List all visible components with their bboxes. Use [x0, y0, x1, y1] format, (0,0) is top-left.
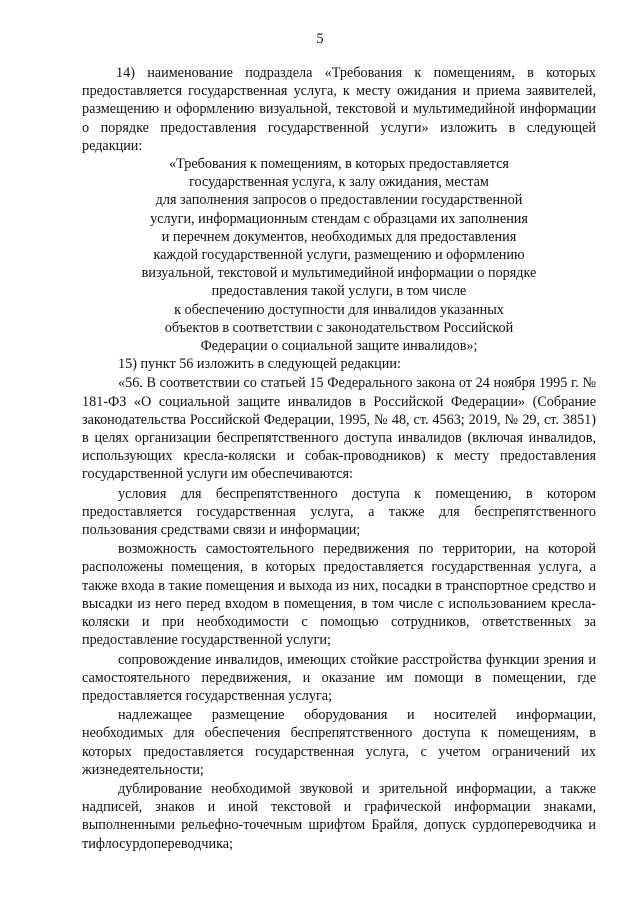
title-line: Федерации о социальной защите инвалидов»;: [200, 338, 478, 355]
title-line: предоставления такой услуги, в том числе: [211, 283, 467, 300]
item-15-intro: 15) пункт 56 изложить в следующей редакции:: [118, 356, 401, 373]
paragraph-equipment: надлежащее размещение оборудования и носителей информации, необходимых для обеспечения беспрепятственного доступа к помещениям, в которых предоставляется государственная услуга, с учетом ограничений их жизнедеятельности;: [82, 707, 596, 778]
paragraph-escort: сопровождение инвалидов, имеющих стойкие расстройства функции зрения и самостоятельного передвижения, и оказание им помощи в помещении, где предоставляется государственная услуга;: [82, 651, 596, 704]
paragraph-access-conditions: условия для беспрепятственного доступа к помещению, в котором предоставляется государственная услуга, а также для беспрепятственного пользования средствами связи и информации;: [82, 485, 596, 539]
paragraph-56: «56. В соответствии со статьей 15 Федерального закона от 24 ноября 1995 г. № 181-ФЗ «О социальной защите инвалидов в Российской Федерации» (Собрание законодательства Российской Федерации, 1995, № 48, ст. 4563; 2019, № 29, ст. 3851) в целях организации беспрепятственного доступа инвалидов (включая инвалидов, использующих кресла-коляски и собак-проводников) к месту предоставления государственной услуги им обеспечиваются:: [82, 375, 596, 483]
title-line: визуальной, текстовой и мультимедийной информации о порядке: [141, 265, 537, 282]
title-line: к обеспечению доступности для инвалидов указанных: [174, 301, 504, 318]
title-line: каждой государственной услуги, размещению и оформлению: [153, 247, 525, 264]
title-line: и перечнем документов, необходимых для предоставления: [161, 228, 517, 245]
title-line: государственная услуга, к залу ожидания, местам: [189, 174, 489, 191]
paragraph-movement: возможность самостоятельного передвижения по территории, на которой расположены помещения, в которых предоставляется государственная услуга, а также входа в такие помещения и выхода из них, посадки в транспортное средство и высадки из него перед входом в помещения, в том числе с использованием кресла-коляски и при необходимости с помощью сотрудников, ответственных за предоставление государственной услуги;: [82, 541, 596, 649]
page-number: 5: [316, 31, 324, 47]
title-line: «Требования к помещениям, в которых предоставляется: [169, 156, 509, 173]
title-line: для заполнения запросов о предоставлении государственной: [155, 192, 523, 209]
paragraph-duplication: дублирование необходимой звуковой и зрительной информации, а также надписей, знаков и иной текстовой и графической информации знаками, выполненными рельефно-точечным шрифтом Брайля, допуск сурдопереводчика и тифлосурдопереводчика;: [82, 780, 596, 852]
title-line: объектов в соответствии с законодательством Российской: [164, 319, 514, 336]
title-line: услуги, информационным стендам с образцами их заполнения: [150, 210, 528, 227]
item-14-new-title: [82, 155, 596, 355]
document-body: [82, 64, 596, 853]
item-14-intro: 14) наименование подраздела «Требования к помещениям, в которых предоставляется государственная услуга, к месту ожидания и приема заявителей, размещению и оформлению визуальной, текстовой и мультимедийной информации о порядке предоставления государственной услуги» изложить в следующей редакции:: [82, 65, 596, 154]
